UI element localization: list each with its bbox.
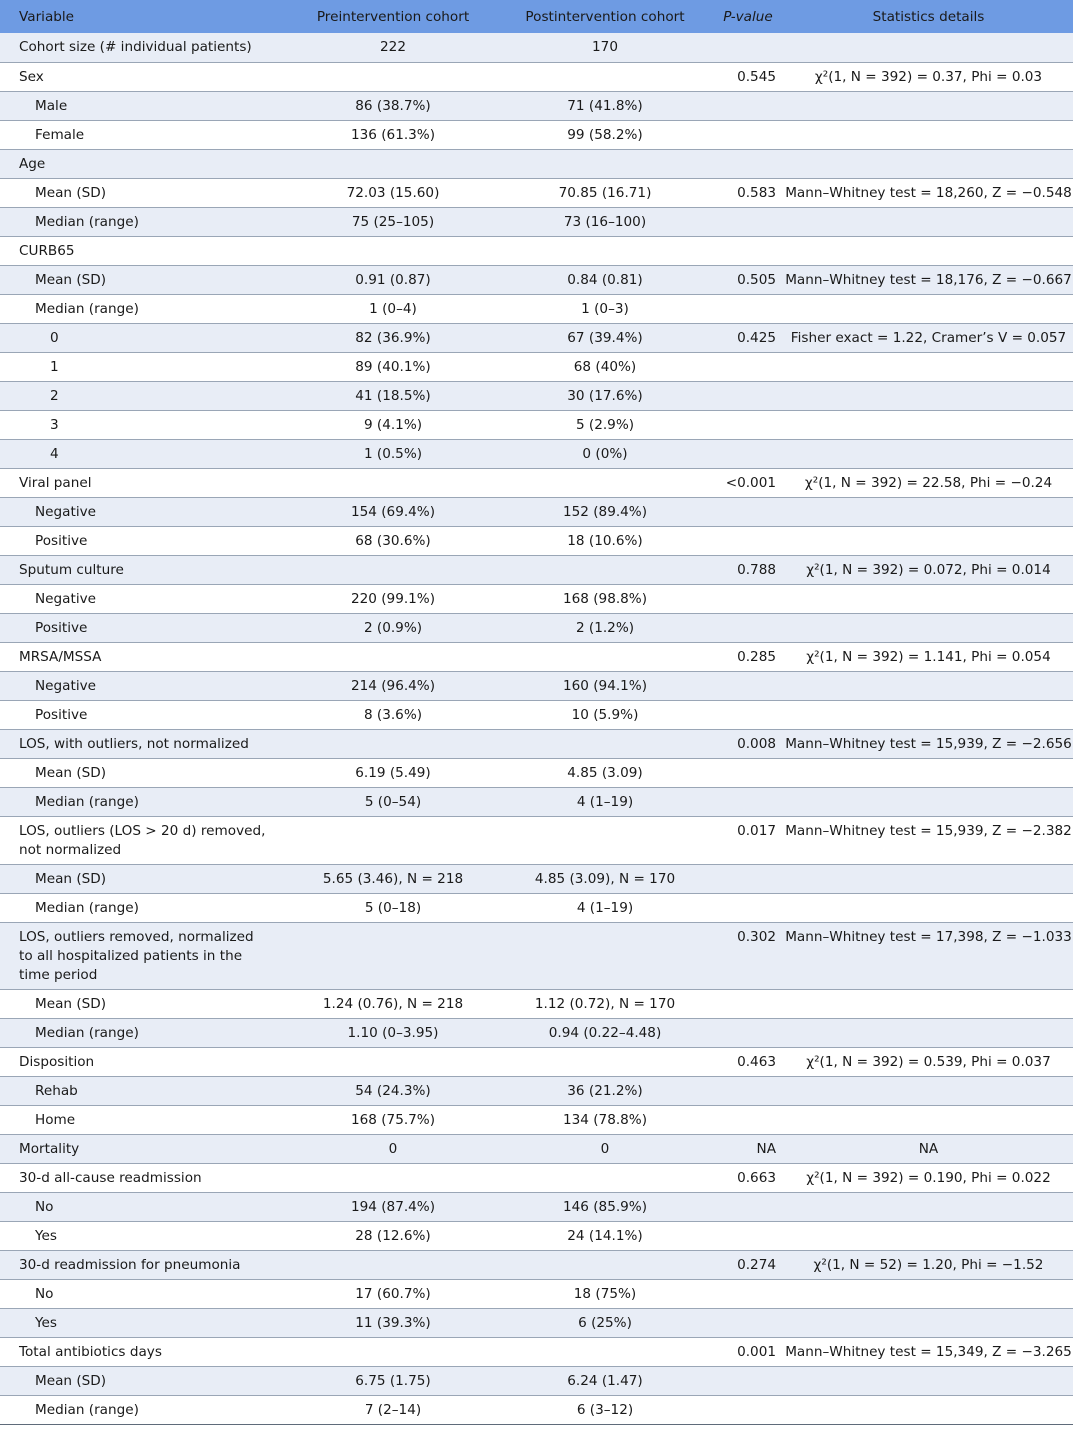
pre-cohort-cell [288, 236, 498, 265]
p-value-cell [712, 989, 784, 1018]
pre-cohort-cell: 17 (60.7%) [355, 1285, 431, 1302]
pre-cohort-cell [288, 922, 498, 989]
pre-cohort-cell [288, 1163, 498, 1192]
post-cohort-cell: 10 (5.9%) [571, 706, 639, 723]
post-cohort-cell: 6 (25%) [578, 1314, 632, 1331]
statistics-cell [784, 439, 1073, 468]
post-cohort-cell: 4.85 (3.09), N = 170 [534, 870, 676, 887]
statistics-cell [784, 497, 1073, 526]
variable-cell: Male [35, 97, 68, 114]
pre-cohort-cell [288, 555, 498, 584]
statistics-cell: χ²(1, N = 392) = 0.190, Phi = 0.022 [806, 1169, 1051, 1186]
table-row [0, 1134, 1073, 1163]
pre-cohort-cell: 2 (0.9%) [363, 619, 423, 636]
statistics-cell: χ²(1, N = 392) = 0.539, Phi = 0.037 [806, 1053, 1051, 1070]
statistics-cell: χ²(1, N = 392) = 0.37, Phi = 0.03 [814, 68, 1043, 85]
header-p-value: P-value [723, 8, 773, 25]
post-cohort-cell: 18 (10.6%) [567, 532, 643, 549]
statistics-cell [784, 1221, 1073, 1250]
post-cohort-cell: 134 (78.8%) [562, 1111, 648, 1128]
variable-cell: LOS, outliers removed, normalized to all hospitalized patients in the time period [19, 928, 254, 983]
p-value-cell [712, 526, 784, 555]
statistics-cell [784, 758, 1073, 787]
pre-cohort-cell: 0.91 (0.87) [355, 271, 431, 288]
p-value-cell [712, 1366, 784, 1395]
p-value-cell [712, 33, 784, 62]
p-value-cell [712, 700, 784, 729]
pre-cohort-cell: 1 (0–4) [369, 300, 417, 317]
post-cohort-cell: 70.85 (16.71) [558, 184, 652, 201]
table-row [0, 33, 1073, 62]
table-row [0, 91, 1073, 120]
table-row [0, 989, 1073, 1018]
pre-cohort-cell: 86 (38.7%) [355, 97, 431, 114]
post-cohort-cell [498, 642, 712, 671]
post-cohort-cell: 24 (14.1%) [567, 1227, 643, 1244]
post-cohort-cell: 73 (16–100) [563, 213, 647, 230]
table-row [0, 729, 1073, 758]
p-value-cell: NA [756, 1140, 776, 1157]
variable-cell: Mean (SD) [35, 1372, 107, 1389]
variable-cell: Sputum culture [19, 561, 124, 578]
header-post-cohort: Postintervention cohort [525, 8, 685, 25]
table-row [0, 1163, 1073, 1192]
pre-cohort-cell: 41 (18.5%) [355, 387, 431, 404]
statistics-cell: Mann–Whitney test = 18,260, Z = −0.548 [785, 184, 1072, 201]
p-value-cell [712, 381, 784, 410]
p-value-cell: 0.545 [737, 68, 776, 85]
pre-cohort-cell: 194 (87.4%) [350, 1198, 436, 1215]
table-row [0, 207, 1073, 236]
variable-cell: Positive [35, 532, 88, 549]
pre-cohort-cell: 28 (12.6%) [355, 1227, 431, 1244]
pre-cohort-cell: 220 (99.1%) [350, 590, 436, 607]
pre-cohort-cell [288, 1250, 498, 1279]
variable-cell: Negative [35, 677, 97, 694]
post-cohort-cell: 1.12 (0.72), N = 170 [534, 995, 676, 1012]
variable-cell: 30-d readmission for pneumonia [19, 1256, 241, 1273]
post-cohort-cell [498, 149, 712, 178]
statistics-cell: Fisher exact = 1.22, Cramer’s V = 0.057 [790, 329, 1067, 346]
post-cohort-cell [498, 816, 712, 864]
table-row [0, 613, 1073, 642]
variable-cell: Cohort size (# individual patients) [19, 39, 252, 55]
table-row [0, 816, 1073, 864]
p-value-cell: 0.285 [737, 648, 776, 665]
pre-cohort-cell [288, 62, 498, 91]
table-row [0, 1076, 1073, 1105]
statistics-cell [784, 207, 1073, 236]
table-row [0, 1395, 1073, 1424]
table-row [0, 62, 1073, 91]
post-cohort-cell [498, 62, 712, 91]
statistics-cell: NA [918, 1140, 939, 1157]
post-cohort-cell [498, 922, 712, 989]
p-value-cell [712, 584, 784, 613]
post-cohort-cell: 0 [600, 1140, 610, 1157]
table-row [0, 468, 1073, 497]
pre-cohort-cell: 9 (4.1%) [363, 416, 423, 433]
post-cohort-cell [498, 555, 712, 584]
table-row [0, 1105, 1073, 1134]
statistics-cell [784, 1395, 1073, 1424]
table-row [0, 120, 1073, 149]
post-cohort-cell: 71 (41.8%) [567, 97, 643, 114]
statistics-cell [784, 1076, 1073, 1105]
statistics-cell: Mann–Whitney test = 17,398, Z = −1.033 [785, 928, 1072, 945]
table-row [0, 265, 1073, 294]
p-value-cell [712, 787, 784, 816]
p-value-cell: 0.017 [737, 822, 776, 839]
table-row [0, 1221, 1073, 1250]
post-cohort-cell: 4.85 (3.09) [567, 764, 643, 781]
table-row [0, 1192, 1073, 1221]
post-cohort-cell: 0.84 (0.81) [567, 271, 643, 288]
statistics-cell: Mann–Whitney test = 18,176, Z = −0.667 [785, 271, 1072, 288]
post-cohort-cell: 1 (0–3) [581, 300, 629, 317]
table-row [0, 1366, 1073, 1395]
table-row [0, 584, 1073, 613]
post-cohort-cell: 0.94 (0.22–4.48) [548, 1024, 662, 1041]
header-pre-cohort: Preintervention cohort [316, 8, 470, 25]
post-cohort-cell: 4 (1–19) [576, 793, 634, 810]
statistics-cell [784, 700, 1073, 729]
p-value-cell: 0.788 [737, 561, 776, 578]
pre-cohort-cell: 72.03 (15.60) [346, 184, 440, 201]
table-row [0, 439, 1073, 468]
statistics-cell: χ²(1, N = 52) = 1.20, Phi = −1.52 [813, 1256, 1044, 1273]
statistics-cell [784, 1308, 1073, 1337]
p-value-cell [712, 352, 784, 381]
variable-cell: Mean (SD) [35, 764, 107, 781]
statistics-cell [784, 120, 1073, 149]
table-row [0, 555, 1073, 584]
p-value-cell [712, 893, 784, 922]
table-row [0, 1250, 1073, 1279]
variable-cell: Median (range) [35, 899, 139, 916]
variable-cell: No [35, 1198, 54, 1215]
statistics-cell [784, 584, 1073, 613]
variable-cell: LOS, outliers (LOS > 20 d) removed, not normalized [19, 822, 266, 858]
variable-cell: Median (range) [35, 213, 139, 230]
statistics-cell [784, 787, 1073, 816]
variable-cell: 1 [50, 358, 59, 375]
pre-cohort-cell [288, 149, 498, 178]
variable-cell: Mean (SD) [35, 184, 107, 201]
variable-cell: Home [35, 1111, 76, 1128]
p-value-cell [712, 671, 784, 700]
variable-cell: Positive [35, 706, 88, 723]
p-value-cell [712, 91, 784, 120]
post-cohort-cell [498, 236, 712, 265]
table-row [0, 149, 1073, 178]
pre-cohort-cell [288, 1047, 498, 1076]
statistics-cell [784, 989, 1073, 1018]
post-cohort-cell [498, 1047, 712, 1076]
variable-cell: No [35, 1285, 54, 1302]
table-row [0, 864, 1073, 893]
post-cohort-cell: 4 (1–19) [576, 899, 634, 916]
post-cohort-cell [498, 468, 712, 497]
variable-cell: Median (range) [35, 1024, 139, 1041]
post-cohort-cell: 6.24 (1.47) [567, 1372, 643, 1389]
statistics-cell: Mann–Whitney test = 15,349, Z = −3.265 [785, 1343, 1072, 1360]
pre-cohort-cell: 7 (2–14) [364, 1401, 422, 1418]
variable-cell: Median (range) [35, 793, 139, 810]
variable-cell: Mortality [19, 1140, 80, 1157]
post-cohort-cell: 99 (58.2%) [567, 126, 643, 143]
variable-cell: Female [35, 126, 85, 143]
statistics-cell [784, 1105, 1073, 1134]
pre-cohort-cell: 0 [388, 1140, 398, 1157]
pre-cohort-cell: 222 [380, 39, 406, 55]
pre-cohort-cell: 5.65 (3.46), N = 218 [322, 870, 464, 887]
pre-cohort-cell: 11 (39.3%) [355, 1314, 431, 1331]
post-cohort-cell [498, 729, 712, 758]
pre-cohort-cell: 6.19 (5.49) [355, 764, 431, 781]
table-row [0, 178, 1073, 207]
pre-cohort-cell [288, 816, 498, 864]
pre-cohort-cell: 75 (25–105) [351, 213, 435, 230]
table-row [0, 758, 1073, 787]
table-body [0, 33, 1073, 1424]
statistics-cell [784, 410, 1073, 439]
variable-cell: Mean (SD) [35, 995, 107, 1012]
p-value-cell [712, 497, 784, 526]
table-row [0, 642, 1073, 671]
variable-cell: Median (range) [35, 300, 139, 317]
p-value-cell [712, 1105, 784, 1134]
header-variable: Variable [19, 8, 75, 25]
post-cohort-cell [498, 1250, 712, 1279]
variable-cell: 0 [50, 329, 59, 346]
post-cohort-cell: 5 (2.9%) [575, 416, 635, 433]
pre-cohort-cell: 82 (36.9%) [355, 329, 431, 346]
post-cohort-cell: 68 (40%) [573, 358, 637, 375]
p-value-cell: 0.008 [737, 735, 776, 752]
p-value-cell [712, 1018, 784, 1047]
statistics-cell [784, 1366, 1073, 1395]
variable-cell: Total antibiotics days [19, 1343, 162, 1360]
post-cohort-cell: 30 (17.6%) [567, 387, 643, 404]
table-row [0, 526, 1073, 555]
table-row [0, 1047, 1073, 1076]
pre-cohort-cell: 136 (61.3%) [350, 126, 436, 143]
statistics-cell: χ²(1, N = 392) = 1.141, Phi = 0.054 [806, 648, 1051, 665]
pre-cohort-cell [288, 1337, 498, 1366]
p-value-cell [712, 120, 784, 149]
statistics-cell [784, 381, 1073, 410]
variable-cell: Rehab [35, 1082, 78, 1099]
variable-cell: Negative [35, 590, 97, 607]
p-value-cell: <0.001 [725, 474, 776, 491]
post-cohort-cell: 67 (39.4%) [567, 329, 643, 346]
pre-cohort-cell: 1.10 (0–3.95) [347, 1024, 439, 1041]
variable-cell: LOS, with outliers, not normalized [19, 735, 249, 752]
variable-cell: Negative [35, 503, 97, 520]
post-cohort-cell [498, 1337, 712, 1366]
table-row [0, 294, 1073, 323]
p-value-cell [712, 864, 784, 893]
p-value-cell [712, 207, 784, 236]
header-statistics: Statistics details [872, 8, 985, 25]
p-value-cell: 0.463 [737, 1053, 776, 1070]
pre-cohort-cell: 68 (30.6%) [355, 532, 431, 549]
table-row [0, 1279, 1073, 1308]
pre-cohort-cell: 6.75 (1.75) [355, 1372, 431, 1389]
post-cohort-cell: 6 (3–12) [576, 1401, 634, 1418]
table-row [0, 410, 1073, 439]
statistics-cell: Mann–Whitney test = 15,939, Z = −2.656 [785, 735, 1072, 752]
variable-cell: Viral panel [19, 474, 92, 491]
post-cohort-cell: 170 [592, 39, 618, 55]
post-cohort-cell: 36 (21.2%) [567, 1082, 643, 1099]
table-row [0, 497, 1073, 526]
pre-cohort-cell: 5 (0–18) [364, 899, 422, 916]
table-row [0, 700, 1073, 729]
table-row [0, 381, 1073, 410]
pre-cohort-cell: 1.24 (0.76), N = 218 [322, 995, 464, 1012]
post-cohort-cell: 0 (0%) [582, 445, 628, 462]
p-value-cell: 0.663 [737, 1169, 776, 1186]
p-value-cell [712, 1279, 784, 1308]
table-row [0, 893, 1073, 922]
variable-cell: Disposition [19, 1053, 95, 1070]
table-row [0, 1337, 1073, 1366]
statistics-cell [784, 1192, 1073, 1221]
statistics-cell [784, 1279, 1073, 1308]
pre-cohort-cell: 1 (0.5%) [363, 445, 423, 462]
variable-cell: CURB65 [19, 242, 75, 259]
pre-cohort-cell [288, 729, 498, 758]
variable-cell: Age [19, 155, 46, 172]
variable-cell: Mean (SD) [35, 271, 107, 288]
statistics-cell [784, 893, 1073, 922]
statistics-cell [784, 864, 1073, 893]
p-value-cell: 0.425 [737, 329, 776, 346]
table-row [0, 1308, 1073, 1337]
statistics-cell [784, 671, 1073, 700]
p-value-cell [712, 149, 784, 178]
variable-cell: Sex [19, 68, 44, 85]
post-cohort-cell: 146 (85.9%) [562, 1198, 648, 1215]
table-row [0, 922, 1073, 989]
p-value-cell [712, 1192, 784, 1221]
pre-cohort-cell: 214 (96.4%) [350, 677, 436, 694]
statistics-cell: χ²(1, N = 392) = 22.58, Phi = −0.24 [804, 474, 1053, 491]
post-cohort-cell: 2 (1.2%) [575, 619, 635, 636]
post-cohort-cell: 18 (75%) [573, 1285, 637, 1302]
statistics-cell: χ²(1, N = 392) = 0.072, Phi = 0.014 [806, 561, 1051, 578]
statistics-cell [784, 236, 1073, 265]
variable-cell: Positive [35, 619, 88, 636]
pre-cohort-cell: 8 (3.6%) [363, 706, 423, 723]
p-value-cell: 0.274 [737, 1256, 776, 1273]
variable-cell: 30-d all-cause readmission [19, 1169, 202, 1186]
p-value-cell: 0.001 [737, 1343, 776, 1360]
pre-cohort-cell: 168 (75.7%) [350, 1111, 436, 1128]
p-value-cell [712, 1076, 784, 1105]
table-row [0, 323, 1073, 352]
pre-cohort-cell: 89 (40.1%) [355, 358, 431, 375]
post-cohort-cell: 152 (89.4%) [562, 503, 648, 520]
header-row [0, 0, 1073, 33]
table-row [0, 236, 1073, 265]
p-value-cell: 0.505 [737, 271, 776, 288]
variable-cell: Median (range) [35, 1401, 139, 1418]
statistics-cell [784, 613, 1073, 642]
pre-cohort-cell: 54 (24.3%) [355, 1082, 431, 1099]
p-value-cell: 0.302 [737, 928, 776, 945]
table-row [0, 671, 1073, 700]
variable-cell: MRSA/MSSA [19, 648, 102, 665]
variable-cell: 3 [50, 416, 59, 433]
variable-cell: Yes [35, 1314, 57, 1331]
statistics-cell [784, 526, 1073, 555]
variable-cell: Mean (SD) [35, 870, 107, 887]
p-value-cell [712, 613, 784, 642]
p-value-cell [712, 439, 784, 468]
post-cohort-cell: 168 (98.8%) [562, 590, 648, 607]
statistics-cell [784, 33, 1073, 62]
p-value-cell [712, 1221, 784, 1250]
statistics-cell [784, 149, 1073, 178]
table-row [0, 787, 1073, 816]
statistics-cell: Mann–Whitney test = 15,939, Z = −2.382 [785, 822, 1072, 839]
pre-cohort-cell: 154 (69.4%) [350, 503, 436, 520]
p-value-cell [712, 294, 784, 323]
post-cohort-cell [498, 1163, 712, 1192]
variable-cell: Yes [35, 1227, 57, 1244]
p-value-cell [712, 1308, 784, 1337]
post-cohort-cell: 160 (94.1%) [562, 677, 648, 694]
variable-cell: 2 [50, 387, 59, 404]
pre-cohort-cell [288, 642, 498, 671]
variable-cell: 4 [50, 445, 59, 462]
p-value-cell [712, 236, 784, 265]
pre-cohort-cell [288, 468, 498, 497]
statistics-cell [784, 1018, 1073, 1047]
table-header [0, 0, 1073, 33]
table-row [0, 352, 1073, 381]
table-row [0, 1018, 1073, 1047]
statistics-cell [784, 294, 1073, 323]
pre-cohort-cell: 5 (0–54) [364, 793, 422, 810]
p-value-cell [712, 1395, 784, 1424]
p-value-cell: 0.583 [737, 184, 776, 201]
statistics-cell [784, 352, 1073, 381]
p-value-cell [712, 410, 784, 439]
p-value-cell [712, 758, 784, 787]
statistics-cell [784, 91, 1073, 120]
